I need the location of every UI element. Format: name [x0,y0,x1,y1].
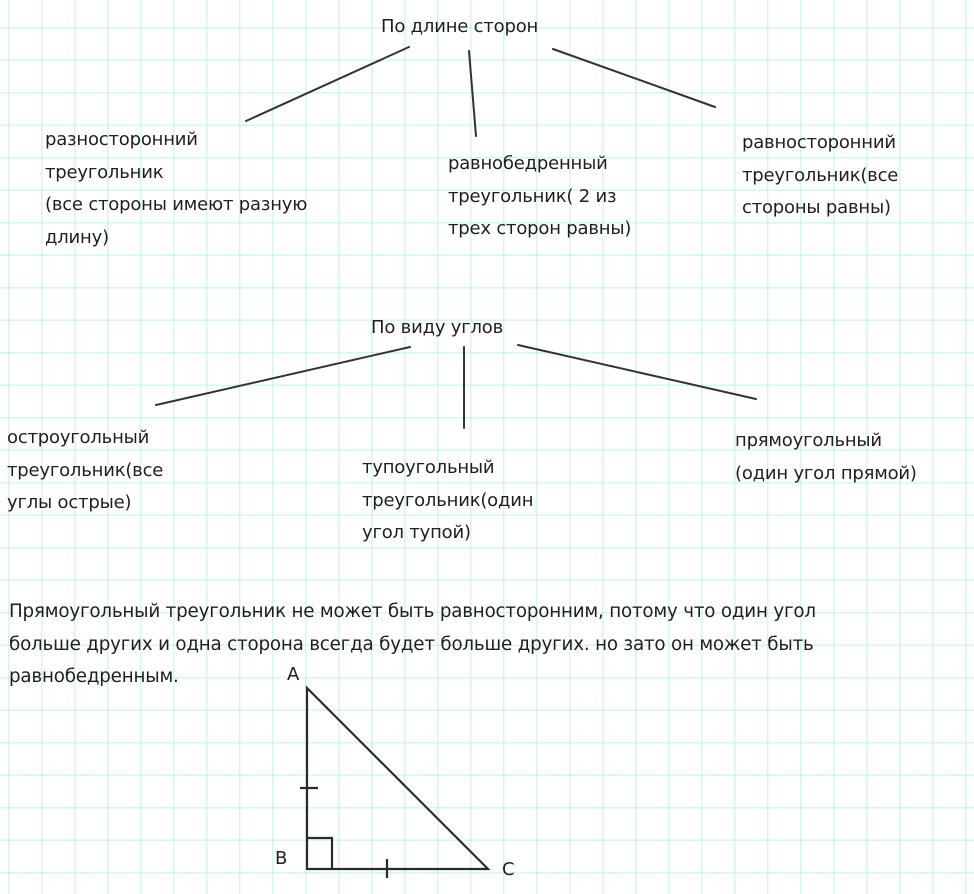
vertex-label-c: C [502,859,515,880]
branch-obtuse [362,452,533,550]
heading-by-angles: По виду углов [371,317,504,338]
text-line: треугольник(один [362,489,534,511]
connector-sides-middle [469,51,476,136]
text-line: остроугольный [7,427,150,448]
triangle-abc [307,688,488,869]
branch-right [735,425,917,490]
text-line: (все стороны имеют разную [45,194,308,215]
branch-acute [7,422,163,520]
text-line: разносторонний [45,129,198,150]
connector-sides-right [553,49,715,107]
text-line: углы острые) [7,492,132,513]
connector-angles-right [518,345,756,399]
text-line: трех сторон равны) [448,218,632,239]
text-line: длину) [45,226,109,248]
connector-angles-left [156,347,410,405]
text-line: тупоугольный [362,457,495,478]
branch-scalene [45,124,307,254]
text-line: стороны равны) [742,197,891,218]
text-line: треугольник(все [7,459,164,481]
branch-isosceles [448,148,631,246]
conclusion-paragraph [9,596,816,694]
vertex-label-b: B [275,848,288,869]
text-line: равнобедренным. [9,666,179,687]
text-line: треугольник [45,161,164,183]
heading-by-sides: По длине сторон [381,16,539,37]
text-line: (один угол прямой) [735,462,917,484]
text-line: Прямоугольный треугольник не может быть равносторонним, потому что один угол [9,601,816,622]
connector-sides-left [246,47,409,121]
triangle-figure [300,688,488,878]
text-line: угол тупой) [362,522,471,543]
right-angle-marker [307,838,332,869]
text-line: больше других и одна сторона всегда будет больше других. но зато он может быть [9,633,814,655]
text-line: треугольник( 2 из [448,185,617,207]
text-line: треугольник(все [742,164,899,186]
branch-equilateral [742,127,898,225]
text-line: равнобедренный [448,153,608,174]
vertex-label-a: A [287,664,300,685]
text-line: равносторонний [742,132,896,153]
text-line: прямоугольный [735,430,882,451]
